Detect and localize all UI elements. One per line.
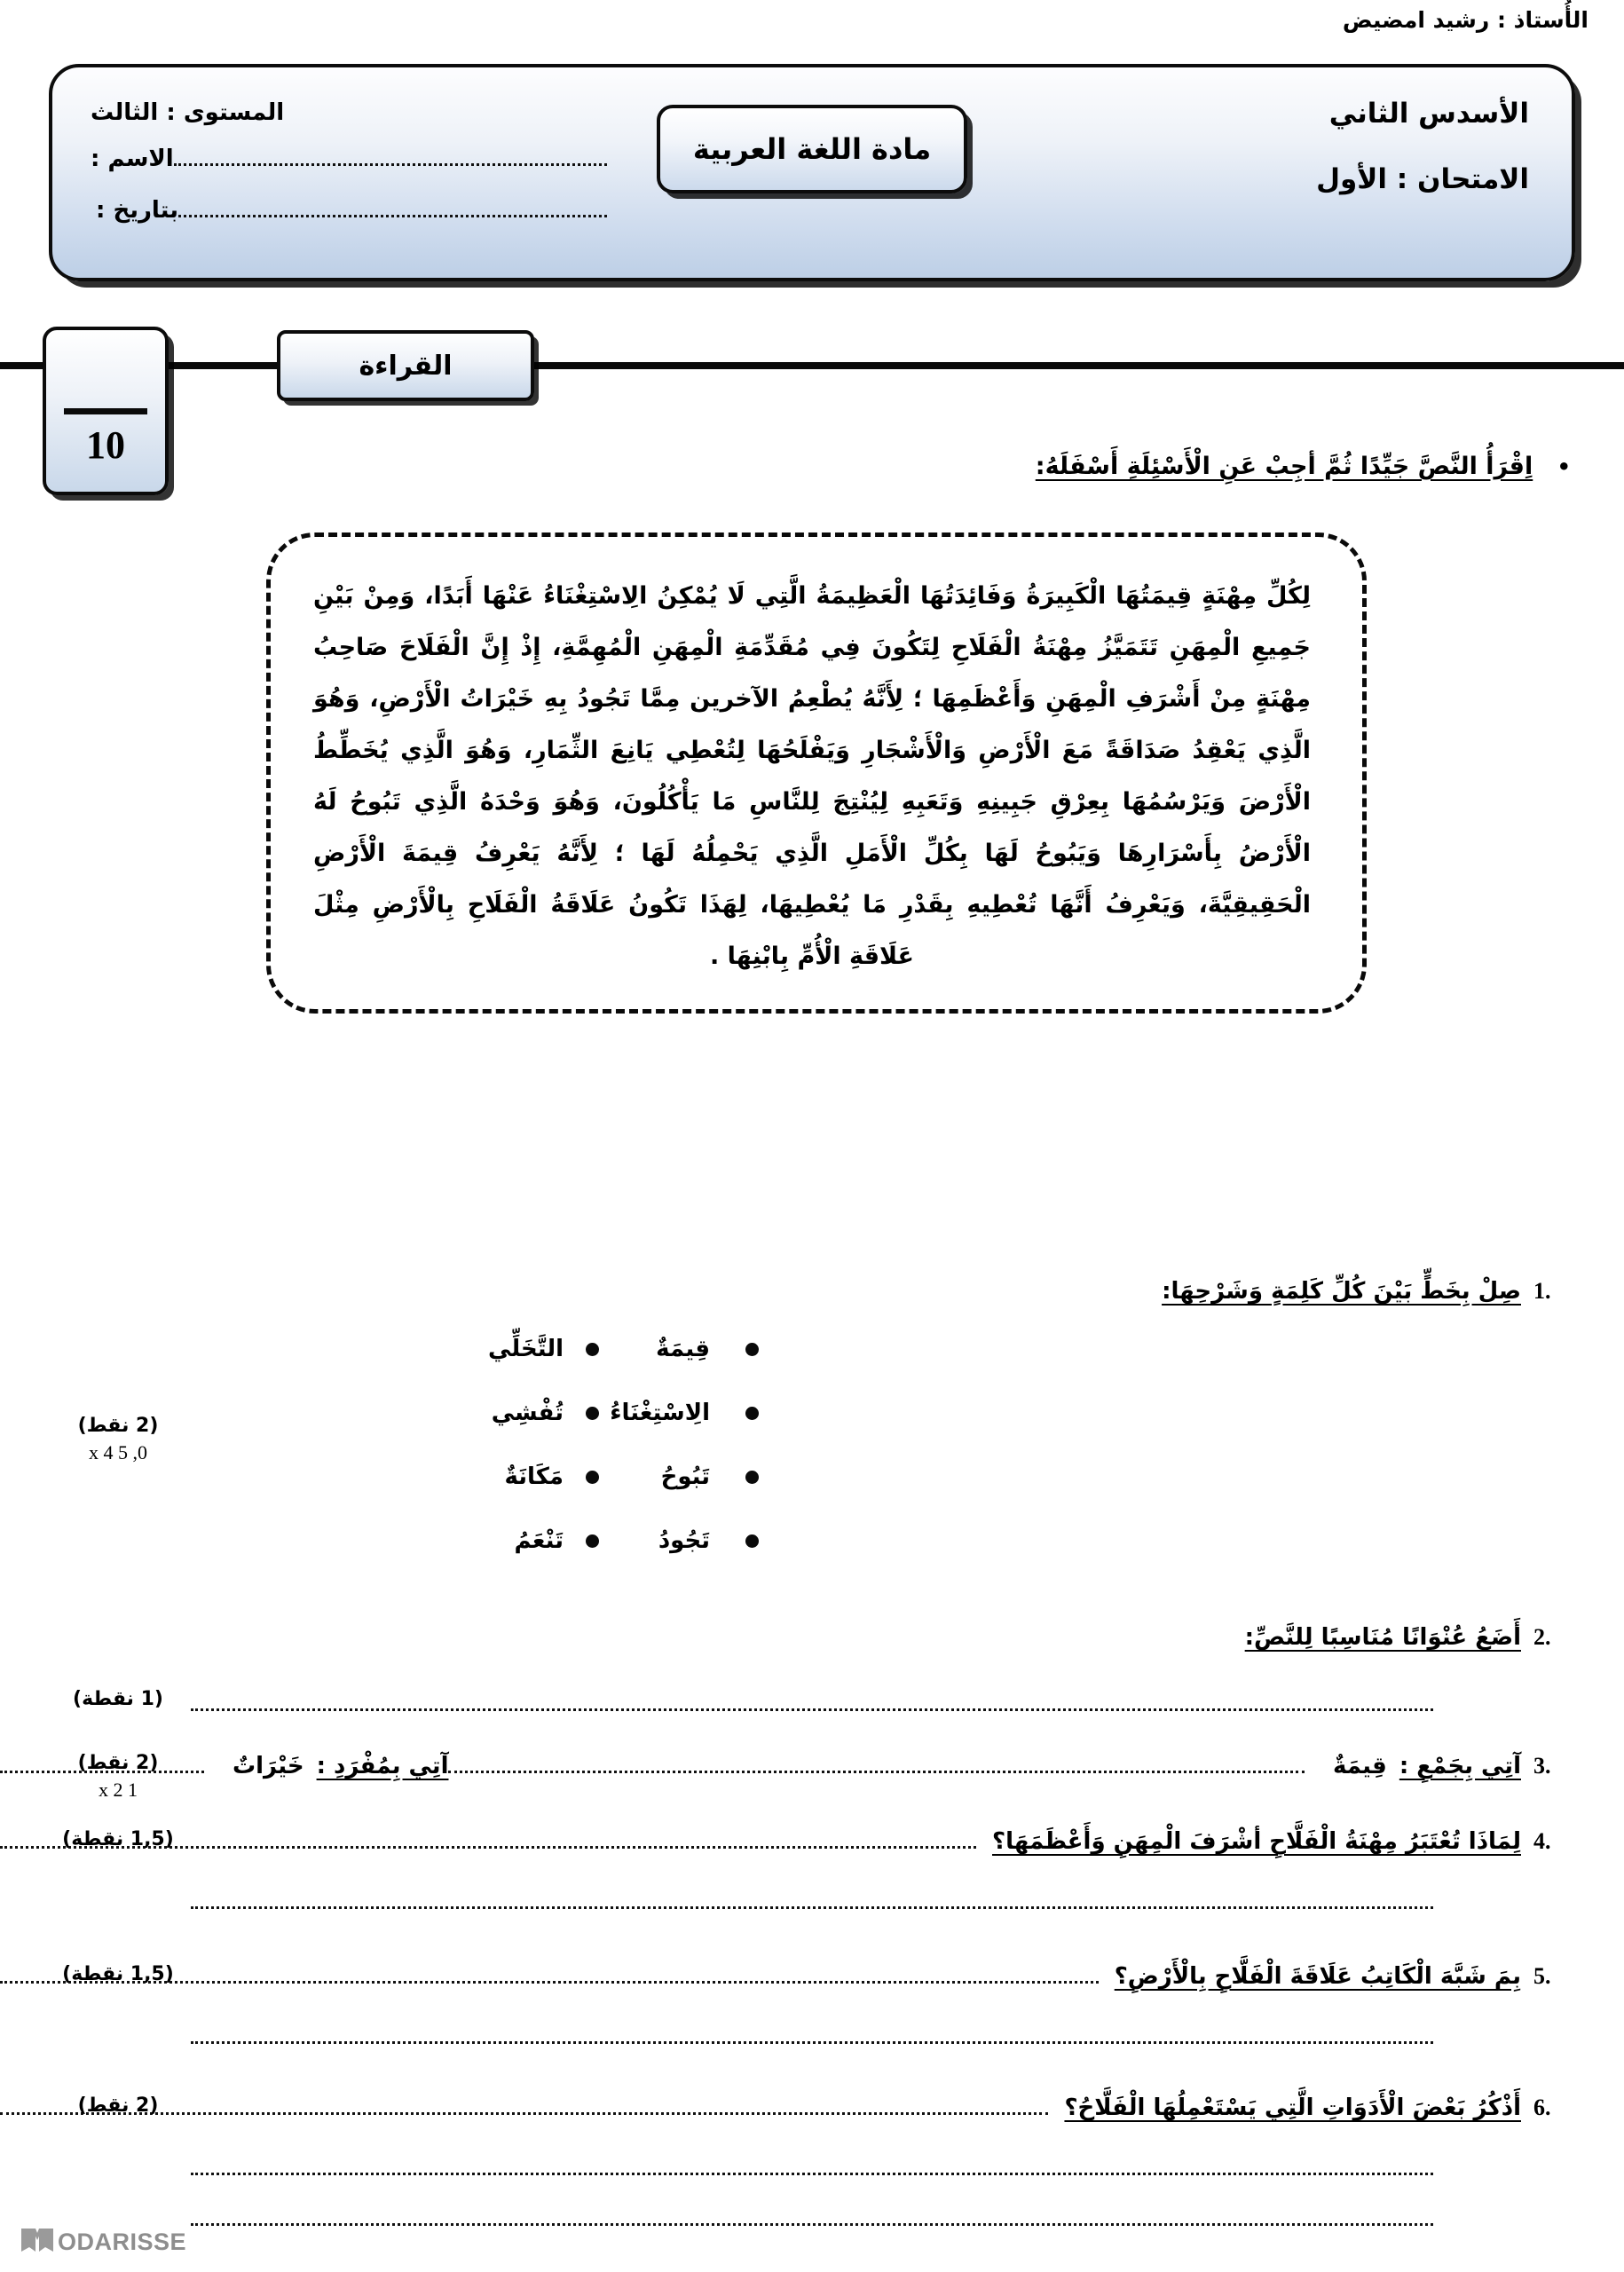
question-1-text: صِلْ بِخَطٍّ بَيْنَ كُلِّ كَلِمَةٍ وَشَرْحِهَا: <box>1162 1278 1521 1305</box>
match-left-word: تَنْعَمُ <box>514 1527 564 1554</box>
question-3-word-b: خَيْرَاتٌ <box>233 1753 304 1779</box>
question-3-word-a: قِيمَةٌ <box>1332 1753 1387 1779</box>
teacher-name: الأُستاذ : رشيد امضيض <box>1342 7 1589 33</box>
match-right-word: قِيمَةٌ <box>656 1336 710 1362</box>
question-4-text: لِمَاذَا تُعْتَبَرُ مِهْنَةُ الْفَلَّاحِ أشْرَفَ الْمِهَنِ وَأَعْظَمَهَا؟ <box>992 1828 1521 1855</box>
date-field-row[interactable] <box>83 197 607 224</box>
question-2-head <box>0 1624 1624 1651</box>
section-divider-rule <box>0 362 1624 369</box>
bullet-icon: • <box>1557 454 1571 479</box>
question-4-answer-line-2[interactable] <box>191 1906 1433 1909</box>
question-1-marks-value: (2 نقط) <box>77 1415 159 1437</box>
name-field-row[interactable] <box>83 146 607 172</box>
date-label: بتاريخ : <box>96 197 179 224</box>
match-node-left[interactable] <box>586 1343 599 1356</box>
question-6-answer-line-3[interactable] <box>191 2223 1433 2226</box>
header-right-info <box>1316 98 1529 229</box>
match-node-right[interactable] <box>745 1534 759 1548</box>
match-node-left[interactable] <box>586 1407 599 1420</box>
question-3-label-b: آتِي بِمُفْرَدِ : <box>316 1753 449 1779</box>
match-right-word: تَبُوحُ <box>660 1463 710 1490</box>
question-2-answer-line[interactable] <box>191 1708 1433 1711</box>
question-6-text: أَذْكُرُ بَعْضَ الْأَدَوَاتِ الَّتِي يَسْتَعْمِلُهَا الْفَلَّاحُ؟ <box>1064 2094 1521 2121</box>
question-3 <box>0 1753 1624 1780</box>
score-total: 10 <box>86 423 125 467</box>
question-4-marks-value: (1,5 نقطة) <box>62 1828 174 1850</box>
match-node-right[interactable] <box>745 1407 759 1420</box>
exam-label: الامتحان : الأول <box>1316 163 1529 195</box>
match-right-word: تَجُودُ <box>658 1527 710 1554</box>
question-1-head <box>0 1278 1624 1305</box>
question-3-marks-value: (2 نقط) <box>77 1752 159 1774</box>
question-6-head <box>0 2094 1624 2122</box>
match-left-word: تُفْشِي <box>491 1400 564 1426</box>
matching-exercise <box>0 1336 1624 1593</box>
header-left-fields <box>83 99 607 243</box>
exam-header-card <box>49 64 1575 281</box>
question-6 <box>0 2094 1624 2122</box>
question-5-text: بِمَ شَبَّهَ الْكَاتِبُ عَلَاقَةَ الْفَلَّاحِ بِالْأَرْضِ؟ <box>1114 1963 1521 1990</box>
level-label: المستوى : الثالث <box>91 99 285 126</box>
question-3-label-a: آتِي بِجَمْعِ : <box>1399 1753 1521 1779</box>
site-logo <box>20 2224 186 2260</box>
semester-label: الأسدس الثاني <box>1328 98 1529 130</box>
reading-passage-box <box>266 532 1367 1014</box>
question-1-number: 1. <box>1533 1278 1551 1304</box>
question-2 <box>0 1624 1624 1651</box>
question-3-answer-a[interactable] <box>448 1771 1304 1773</box>
logo-text: ODARISSE <box>58 2228 187 2255</box>
question-2-text: أَضَعُ عُنْوَانًا مُنَاسِبًا لِلنَّصِّ: <box>1244 1624 1521 1651</box>
date-input-line[interactable] <box>178 215 607 217</box>
match-left-word: التَّخَلِّي <box>488 1336 564 1362</box>
section-tab-reading <box>277 330 534 401</box>
reading-instruction <box>27 453 1624 480</box>
question-2-marks <box>51 1686 185 1713</box>
question-3-head <box>0 1753 1624 1780</box>
question-5-marks-value: (1,5 نقطة) <box>62 1963 174 1985</box>
question-3-number: 3. <box>1533 1753 1551 1779</box>
question-6-marks-value: (2 نقط) <box>77 2094 159 2117</box>
name-input-line[interactable] <box>174 163 607 166</box>
question-4-head <box>0 1828 1624 1856</box>
question-4-number: 4. <box>1533 1828 1551 1854</box>
question-6-marks <box>51 2093 185 2119</box>
question-4-marks <box>51 1826 185 1853</box>
section-title: القراءة <box>359 350 453 382</box>
question-6-answer-line-2[interactable] <box>191 2173 1433 2175</box>
question-1-marks-breakdown: 0, 5 x 4 <box>89 1440 147 1463</box>
question-5-head <box>0 1963 1624 1991</box>
question-5-marks <box>51 1961 185 1988</box>
question-1 <box>0 1278 1624 1305</box>
question-6-number: 6. <box>1533 2094 1551 2120</box>
question-3-marks <box>51 1750 185 1803</box>
question-4 <box>0 1828 1624 1856</box>
level-field-row <box>83 99 607 126</box>
name-label: الاسم : <box>91 146 174 172</box>
instruction-text: اِقْرَأُ النَّصَّ جَيِّدًا ثُمَّ أجِبْ عَنِ الْأَسْئِلَةِ أَسْفَلَهُ: <box>1035 453 1533 480</box>
match-node-right[interactable] <box>745 1343 759 1356</box>
match-node-left[interactable] <box>586 1471 599 1484</box>
match-node-left[interactable] <box>586 1534 599 1548</box>
passage-text: لِكُلِّ مِهْنَةٍ قِيمَتُهَا الْكَبِيرَةُ وَفَائِدَتُهَا الْعَظِيمَةُ الَّتِي لَا يُمْكِنُ الِاسْتِغْنَاءُ عَنْهَا أَبَدًا، وَمِنْ بَيْنِ جَمِيعِ الْمِهَنِ تَتَمَيَّزُ مِهْنَةُ الْفَلَاحِ لِتَكُونَ فِي مُقَدِّمَةِ الْمِهَنِ الْمُهِمَّةِ، إِذْ إِنَّ الْفَلَاحَ صَاحِبُ مِهْنَةٍ مِنْ أَشْرَفِ الْمِهَنِ وَأَعْظَمِهَا ؛ لِأَنَّهُ يُطْعِمُ الآخرين مِمَّا تَجُودُ بِهِ خَيْرَاتُ الْأَرْضِ، وَهُوَ الَّذِي يَعْقِدُ صَدَاقَةً مَعَ الْأَرْضِ وَالْأَشْجَارِ وَيَفْلَحُهَا لِتُعْطِي يَانِعَ الثِّمَارِ، وَهُوَ الَّذِي يُخَطِّطُ الْأَرْضَ وَيَرْسُمُهَا بِعِرْقِ جَبِينِهِ وَتَعَبِهِ لِيُنْتِجَ لِلنَّاسِ مَا يَأْكُلُونَ، وَهُوَ وَحْدَهُ الَّذِي تَبُوحُ لَهُ الْأَرْضُ بِأَسْرَارِهَا وَيَبُوحُ لَهَا بِكُلِّ الْأَمَلِ الَّذِي يَحْمِلُهُ لَهَا ؛ لِأَنَّهُ يَعْرِفُ قِيمَةَ الْأَرْضِ الْحَقِيقِيَّةَ، وَيَعْرِفُ أَنَّهَا تُعْطِيهِ بِقَدْرِ مَا يُعْطِيهَا، لِهَذَا تَكُونُ عَلَاقَةُ الْفَلَاحِ بِالْأَرْضِ مِثْلَ عَلَاقَةِ الْأُمِّ بِابْنِهَا . <box>313 582 1311 971</box>
subject-title: مادة اللغة العربية <box>692 132 932 166</box>
question-5-number: 5. <box>1533 1963 1551 1989</box>
question-2-number: 2. <box>1533 1624 1551 1650</box>
match-right-word: الِاسْتِغْنَاءُ <box>610 1400 710 1426</box>
subject-title-box <box>657 105 967 193</box>
question-5 <box>0 1963 1624 1991</box>
question-2-marks-value: (1 نقطة) <box>73 1688 163 1710</box>
match-left-word: مَكَانَةٌ <box>504 1463 564 1490</box>
match-node-right[interactable] <box>745 1471 759 1484</box>
question-3-marks-breakdown: 1 x 2 <box>99 1778 138 1801</box>
question-5-answer-line-2[interactable] <box>191 2041 1433 2044</box>
score-divider <box>64 408 147 414</box>
open-book-icon <box>20 2224 55 2260</box>
